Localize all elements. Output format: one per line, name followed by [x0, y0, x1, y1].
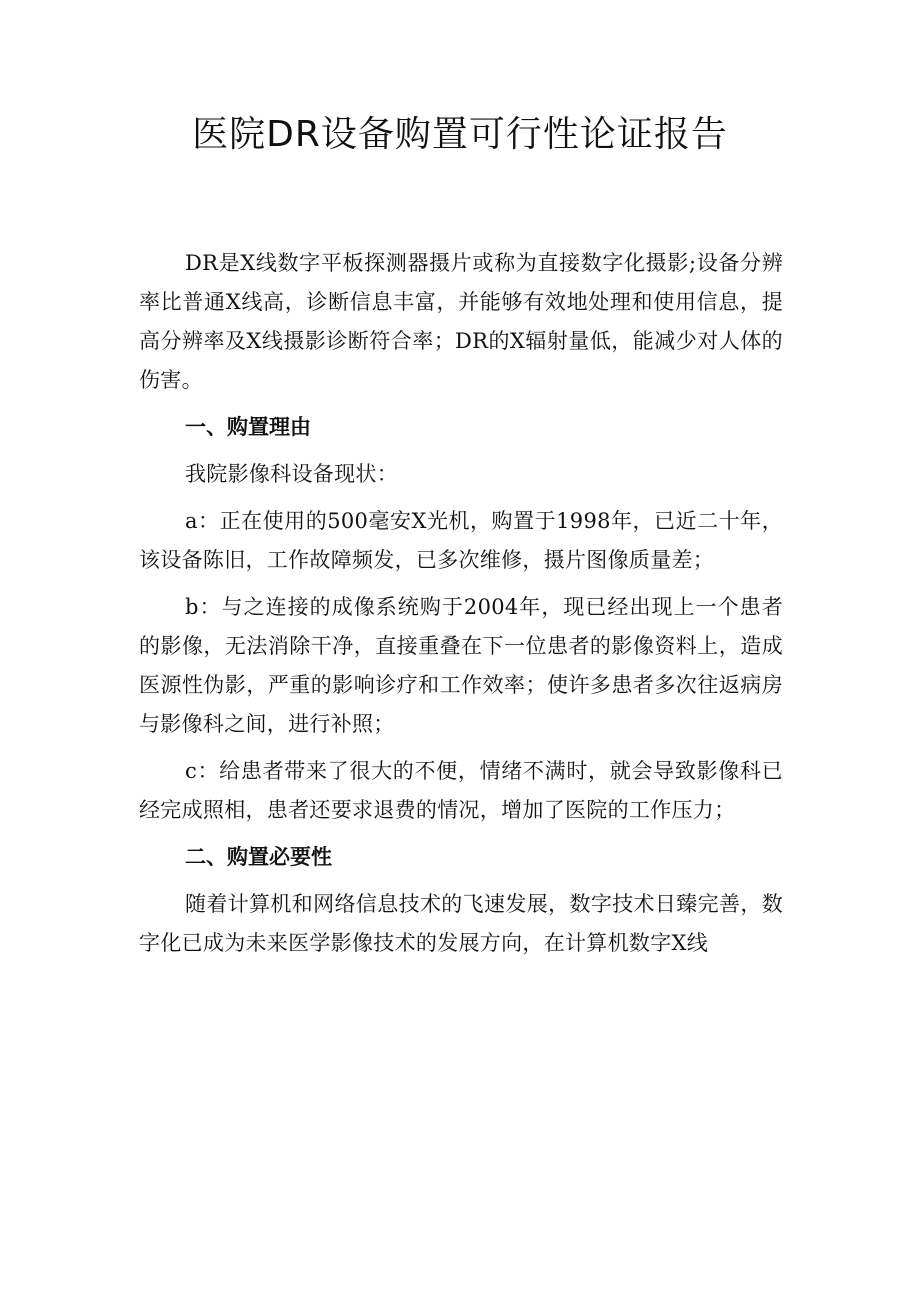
section-heading-purchase-necessity: 二、购置必要性: [185, 845, 332, 869]
list-item-b: b：与之连接的成像系统购于2004年，现已经出现上一个患者的影像，无法消除干净，直接重叠在下一位患者的影像资料上，造成医源性伪影，严重的影响诊疗和工作效率；使许多患者多次往返病房与影像科之间，进行补照；: [139, 595, 783, 736]
list-item-a: a：正在使用的500毫安X光机，购置于1998年，已近二十年，该设备陈旧，工作故障频发，已多次维修，摄片图像质量差；: [139, 509, 783, 572]
section-heading-purchase-reason: 一、购置理由: [185, 415, 311, 439]
equipment-status-lead: 我院影像科设备现状：: [185, 462, 398, 486]
list-item-c: c：给患者带来了很大的不便，情绪不满时，就会导致影像科已经完成照相，患者还要求退费的情况，增加了医院的工作压力；: [139, 759, 783, 822]
page-title: 医院DR设备购置可行性论证报告: [192, 114, 728, 155]
necessity-paragraph: 随着计算机和网络信息技术的飞速发展，数字技术日臻完善，数字化已成为未来医学影像技术的发展方向，在计算机数字X线: [139, 892, 783, 955]
document-body: [139, 244, 783, 971]
intro-paragraph: DR是X线数字平板探测器摄片或称为直接数字化摄影;设备分辨率比普通X线高，诊断信息丰富，并能够有效地处理和使用信息，提高分辨率及X线摄影诊断符合率；DR的X辐射量低，能减少对人体的伤害。: [139, 251, 783, 392]
